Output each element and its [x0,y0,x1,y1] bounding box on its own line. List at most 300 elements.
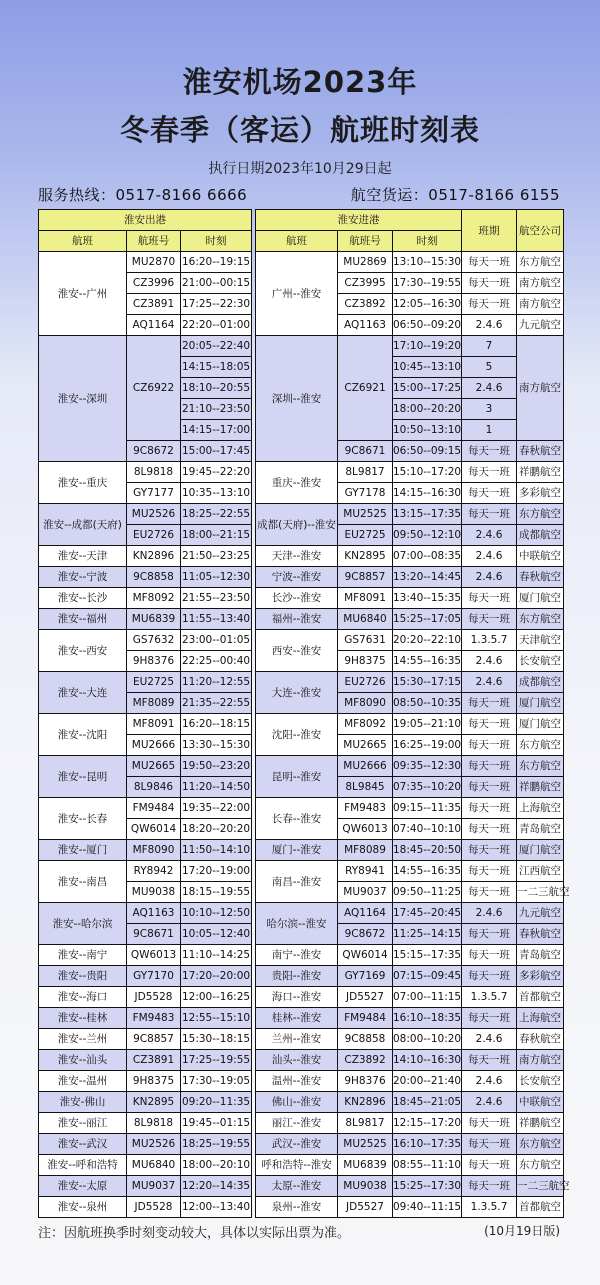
flight-number: MU2526 [127,504,181,525]
flight-time: 19:45--22:20 [181,462,252,483]
flight-time: 17:25--22:30 [181,294,252,315]
schedule-days: 每天一班 [462,1050,517,1071]
flight-time: 08:50--10:35 [393,693,462,714]
schedule-days: 每天一班 [462,1134,517,1155]
schedule-days: 2.4.6 [462,378,517,399]
flight-number: MU2525 [338,1134,393,1155]
table-row [256,1113,564,1134]
flight-time: 21:00--00:15 [181,273,252,294]
schedule-days: 3 [462,399,517,420]
schedule-days: 每天一班 [462,273,517,294]
flight-time: 12:05--16:30 [393,294,462,315]
flight-time: 10:35--13:10 [181,483,252,504]
flight-time: 22:20--01:00 [181,315,252,336]
route-cell: 淮安--南昌 [39,861,127,903]
airline-cell: 南方航空 [517,336,564,441]
route-cell: 海口--淮安 [256,987,338,1008]
airline-cell: 东方航空 [517,756,564,777]
section-title-departures: 淮安出港 [39,210,252,231]
flight-time: 14:55--16:35 [393,651,462,672]
flight-time: 21:35--22:55 [181,693,252,714]
schedule-days: 每天一班 [462,1113,517,1134]
route-cell: 淮安--丽江 [39,1113,127,1134]
table-row [39,1176,252,1197]
airline-cell: 南方航空 [517,273,564,294]
airline-cell: 成都航空 [517,525,564,546]
flight-time: 18:25--22:55 [181,504,252,525]
airline-cell: 厦门航空 [517,693,564,714]
flight-time: 10:05--12:40 [181,924,252,945]
table-row [39,1071,252,1092]
airline-cell: 长安航空 [517,1071,564,1092]
flight-time: 23:00--01:05 [181,630,252,651]
flight-number: MU2665 [127,756,181,777]
table-row [256,1071,564,1092]
flight-time: 07:15--09:45 [393,966,462,987]
effective-date: 执行日期2023年10月29日起 [208,161,392,177]
route-cell: 重庆--淮安 [256,462,338,504]
arrivals-table [255,209,570,1218]
airline-cell: 祥鹏航空 [517,1113,564,1134]
route-cell: 淮安--厦门 [39,840,127,861]
flight-time: 15:00--17:45 [181,441,252,462]
airline-cell: 南方航空 [517,294,564,315]
flight-number: MU2870 [127,252,181,273]
flight-number: 9C8672 [338,924,393,945]
flight-number: CZ3996 [127,273,181,294]
table-row [39,1134,252,1155]
flight-number: CZ3892 [338,294,393,315]
flight-number: FM9483 [127,1008,181,1029]
flight-time: 11:25--14:15 [393,924,462,945]
schedule-days: 每天一班 [462,1008,517,1029]
table-row [39,966,252,987]
flight-time: 15:00--17:25 [393,378,462,399]
airline-cell: 东方航空 [517,1155,564,1176]
flight-number: RY8941 [338,861,393,882]
flight-time: 12:15--17:20 [393,1113,462,1134]
column-header: 航班 [39,231,127,252]
schedule-days: 2.4.6 [462,315,517,336]
column-header: 航空公司 [517,210,564,252]
flight-number: KN2895 [127,1092,181,1113]
flight-time: 15:10--17:20 [393,462,462,483]
schedule-days: 2.4.6 [462,567,517,588]
table-row [39,252,252,273]
airline-cell: 首都航空 [517,987,564,1008]
flight-time: 20:20--22:10 [393,630,462,651]
flight-time: 08:55--11:10 [393,1155,462,1176]
route-cell: 泉州--淮安 [256,1197,338,1218]
schedule-days: 每天一班 [462,819,517,840]
schedule-days: 每天一班 [462,735,517,756]
flight-number: MU9038 [338,1176,393,1197]
schedule-days: 2.4.6 [462,525,517,546]
airline-cell: 青岛航空 [517,819,564,840]
table-row [256,966,564,987]
table-row [39,1092,252,1113]
flight-number: AQ1164 [127,315,181,336]
flight-number: 9H8376 [338,1071,393,1092]
schedule-days: 每天一班 [462,1176,517,1197]
flight-number: MF8089 [338,840,393,861]
flight-time: 18:15--19:55 [181,882,252,903]
flight-time: 09:35--12:30 [393,756,462,777]
table-row [256,861,564,882]
table-row [39,861,252,882]
schedule-days: 每天一班 [462,714,517,735]
service-hotline: 服务热线：0517-8166 6666 [38,186,248,204]
table-row [256,588,564,609]
table-row [256,1029,564,1050]
schedule-days: 1.3.5.7 [462,987,517,1008]
airline-cell: 厦门航空 [517,714,564,735]
cargo-hotline: 航空货运：0517-8166 6155 [350,186,560,204]
column-header: 航班号 [338,231,393,252]
table-row [39,504,252,525]
flight-time: 19:50--23:20 [181,756,252,777]
flight-number: 8L9818 [127,1113,181,1134]
schedule-days: 每天一班 [462,882,517,903]
route-cell: 贵阳--淮安 [256,966,338,987]
schedule-days: 1.3.5.7 [462,630,517,651]
flight-time: 07:00--08:35 [393,546,462,567]
flight-number: MF8092 [127,588,181,609]
table-row [256,462,564,483]
flight-time: 15:30--18:15 [181,1029,252,1050]
flight-time: 17:20--19:00 [181,861,252,882]
route-cell: 长沙--淮安 [256,588,338,609]
table-row [39,987,252,1008]
schedule-days: 每天一班 [462,252,517,273]
route-cell: 淮安--汕头 [39,1050,127,1071]
route-cell: 淮安--海口 [39,987,127,1008]
flight-number: 9H8376 [127,651,181,672]
header-row [256,210,564,231]
schedule-days: 每天一班 [462,840,517,861]
table-row [39,1008,252,1029]
flight-number: MF8090 [338,693,393,714]
route-cell: 哈尔滨--淮安 [256,903,338,945]
route-cell: 淮安--长沙 [39,588,127,609]
route-cell: 淮安--重庆 [39,462,127,504]
flight-time: 16:10--17:35 [393,1134,462,1155]
flight-time: 18:45--20:50 [393,840,462,861]
route-cell: 淮安--深圳 [39,336,127,462]
flight-number: KN2896 [127,546,181,567]
airline-cell: 东方航空 [517,735,564,756]
flight-time: 18:25--19:55 [181,1134,252,1155]
flight-time: 09:20--11:35 [181,1092,252,1113]
flight-number: GY7177 [127,483,181,504]
flight-time: 16:20--19:15 [181,252,252,273]
flight-time: 12:20--14:35 [181,1176,252,1197]
flight-number: 9C8671 [127,924,181,945]
table-row [256,840,564,861]
route-cell: 淮安--兰州 [39,1029,127,1050]
airline-cell: 春秋航空 [517,924,564,945]
schedule-days: 每天一班 [462,693,517,714]
flight-number: RY8942 [127,861,181,882]
flight-number: QW6014 [127,819,181,840]
table-row [256,1008,564,1029]
table-row [256,336,564,357]
flight-time: 19:35--22:00 [181,798,252,819]
table-row [256,903,564,924]
airline-cell: 首都航空 [517,1197,564,1218]
flight-number: CZ3891 [127,1050,181,1071]
table-row [39,714,252,735]
flight-time: 18:10--20:55 [181,378,252,399]
route-cell: 淮安--长春 [39,798,127,840]
flight-number: CZ6921 [338,336,393,441]
route-cell: 淮安-佛山 [39,1092,127,1113]
schedule-days: 2.4.6 [462,1071,517,1092]
schedule-days: 每天一班 [462,924,517,945]
table-row [39,567,252,588]
route-cell: 淮安--武汉 [39,1134,127,1155]
flight-time: 09:50--12:10 [393,525,462,546]
flight-number: 9C8857 [338,567,393,588]
table-row [256,630,564,651]
route-cell: 桂林--淮安 [256,1008,338,1029]
route-cell: 淮安--沈阳 [39,714,127,756]
flight-time: 16:20--18:15 [181,714,252,735]
airline-cell: 东方航空 [517,609,564,630]
flight-time: 14:15--18:05 [181,357,252,378]
route-cell: 淮安--哈尔滨 [39,903,127,945]
route-cell: 淮安--呼和浩特 [39,1155,127,1176]
airline-cell: 东方航空 [517,1134,564,1155]
flight-time: 08:00--10:20 [393,1029,462,1050]
flight-number: KN2896 [338,1092,393,1113]
table-row [256,1134,564,1155]
flight-number: MU6839 [338,1155,393,1176]
column-header: 航班 [256,231,338,252]
route-cell: 淮安--福州 [39,609,127,630]
schedule-days: 每天一班 [462,945,517,966]
flight-number: EU2725 [338,525,393,546]
flight-number: AQ1163 [338,315,393,336]
table-row [39,336,252,357]
page-title-line2: 冬春季（客运）航班时刻表 [119,113,480,147]
flight-time: 22:25--00:40 [181,651,252,672]
flight-time: 12:00--13:40 [181,1197,252,1218]
column-header: 航班号 [127,231,181,252]
version-label: (10月19日版) [484,1224,560,1238]
flight-number: GY7170 [127,966,181,987]
flight-number: EU2726 [338,672,393,693]
flight-time: 11:20--14:50 [181,777,252,798]
airline-cell: 厦门航空 [517,840,564,861]
flight-number: CZ3892 [338,1050,393,1071]
flight-number: JD5527 [338,987,393,1008]
flight-time: 14:15--16:30 [393,483,462,504]
flight-time: 14:55--16:35 [393,861,462,882]
flight-time: 13:30--15:30 [181,735,252,756]
table-row [256,546,564,567]
flight-number: EU2726 [127,525,181,546]
flight-time: 18:20--20:20 [181,819,252,840]
airline-cell: 成都航空 [517,672,564,693]
route-cell: 成都(天府)--淮安 [256,504,338,546]
flight-time: 18:00--20:20 [393,399,462,420]
page-title-line1: 淮安机场2023年 [182,65,418,99]
route-cell: 武汉--淮安 [256,1134,338,1155]
flight-number: MU2526 [127,1134,181,1155]
route-cell: 南宁--淮安 [256,945,338,966]
flight-time: 17:30--19:05 [181,1071,252,1092]
airline-cell: 多彩航空 [517,483,564,504]
airline-cell: 江西航空 [517,861,564,882]
airline-cell: 九元航空 [517,315,564,336]
table-row [256,609,564,630]
flight-number: 9C8858 [338,1029,393,1050]
schedule-days: 每天一班 [462,483,517,504]
table-row [256,1176,564,1197]
flight-number: JD5528 [127,987,181,1008]
route-cell: 西安--淮安 [256,630,338,672]
flight-number: MU9037 [127,1176,181,1197]
table-row [39,672,252,693]
schedule-days: 2.4.6 [462,651,517,672]
flight-number: MU2525 [338,504,393,525]
table-row [256,504,564,525]
route-cell: 淮安--南宁 [39,945,127,966]
flight-time: 20:05--22:40 [181,336,252,357]
airline-cell: 一二三航空 [517,882,564,903]
airline-cell: 东方航空 [517,504,564,525]
header-row [39,231,252,252]
table-row [256,714,564,735]
route-cell: 淮安--太原 [39,1176,127,1197]
airline-cell: 春秋航空 [517,1029,564,1050]
flight-time: 11:55--13:40 [181,609,252,630]
flight-time: 17:45--20:45 [393,903,462,924]
route-cell: 厦门--淮安 [256,840,338,861]
route-cell: 南昌--淮安 [256,861,338,903]
schedule-days: 每天一班 [462,441,517,462]
schedule-days: 2.4.6 [462,903,517,924]
flight-number: 9C8672 [127,441,181,462]
flight-time: 15:30--17:15 [393,672,462,693]
table-row [256,1050,564,1071]
flight-number: 8L9818 [127,462,181,483]
flight-number: MU6839 [127,609,181,630]
flight-time: 09:15--11:35 [393,798,462,819]
flight-number: MF8090 [127,840,181,861]
flight-time: 14:15--17:00 [181,420,252,441]
schedule-days: 2.4.6 [462,546,517,567]
table-row [39,1197,252,1218]
table-row [256,252,564,273]
flight-number: GS7631 [338,630,393,651]
route-cell: 淮安--广州 [39,252,127,336]
table-row [39,546,252,567]
table-row [256,987,564,1008]
route-cell: 呼和浩特--淮安 [256,1155,338,1176]
table-row [256,1092,564,1113]
route-cell: 宁波--淮安 [256,567,338,588]
airline-cell: 上海航空 [517,798,564,819]
route-cell: 长春--淮安 [256,798,338,840]
table-row [39,798,252,819]
flight-time: 10:10--12:50 [181,903,252,924]
airline-cell: 一二三航空 [517,1176,564,1197]
flight-time: 07:35--10:20 [393,777,462,798]
airline-cell: 东方航空 [517,252,564,273]
route-cell: 天津--淮安 [256,546,338,567]
flight-time: 21:50--23:25 [181,546,252,567]
flight-time: 13:15--17:35 [393,504,462,525]
column-header: 班期 [462,210,517,252]
schedule-days: 每天一班 [462,756,517,777]
table-row [39,630,252,651]
airline-cell: 厦门航空 [517,588,564,609]
airline-cell: 祥鹏航空 [517,462,564,483]
flight-time: 21:10--23:50 [181,399,252,420]
route-cell: 昆明--淮安 [256,756,338,798]
footnote: 注：因航班换季时刻变动较大，具体以实际出票为准。 [38,1226,351,1241]
flight-time: 19:45--01:15 [181,1113,252,1134]
flight-number: JD5527 [338,1197,393,1218]
departures-table [38,209,252,1218]
route-cell: 淮安--宁波 [39,567,127,588]
airline-cell: 春秋航空 [517,567,564,588]
flight-time: 18:00--21:15 [181,525,252,546]
column-header: 时刻 [393,231,462,252]
schedule-days: 每天一班 [462,504,517,525]
airline-cell: 祥鹏航空 [517,777,564,798]
flight-time: 10:50--13:10 [393,420,462,441]
airline-cell: 多彩航空 [517,966,564,987]
flight-time: 11:05--12:30 [181,567,252,588]
route-cell: 淮安--温州 [39,1071,127,1092]
flight-time: 09:40--11:15 [393,1197,462,1218]
flight-time: 14:10--16:30 [393,1050,462,1071]
table-row [256,1155,564,1176]
table-row [39,1050,252,1071]
flight-number: QW6013 [127,945,181,966]
route-cell: 太原--淮安 [256,1176,338,1197]
schedule-days: 1.3.5.7 [462,1197,517,1218]
flight-time: 18:45--21:05 [393,1092,462,1113]
flight-time: 18:00--20:10 [181,1155,252,1176]
flight-time: 07:40--10:10 [393,819,462,840]
route-cell: 淮安--西安 [39,630,127,672]
flight-time: 11:50--14:10 [181,840,252,861]
route-cell: 淮安--桂林 [39,1008,127,1029]
route-cell: 广州--淮安 [256,252,338,336]
table-row [39,588,252,609]
schedule-days: 1 [462,420,517,441]
schedule-days: 5 [462,357,517,378]
route-cell: 沈阳--淮安 [256,714,338,756]
flight-number: GS7632 [127,630,181,651]
flight-time: 15:15--17:35 [393,945,462,966]
schedule-days: 每天一班 [462,861,517,882]
flight-time: 16:25--19:00 [393,735,462,756]
section-title-arrivals: 淮安进港 [256,210,462,231]
flight-time: 07:00--11:15 [393,987,462,1008]
flight-time: 13:40--15:35 [393,588,462,609]
route-cell: 福州--淮安 [256,609,338,630]
table-row [39,840,252,861]
table-row [39,609,252,630]
flight-time: 17:20--20:00 [181,966,252,987]
flight-number: MU2666 [338,756,393,777]
flight-time: 09:50--11:25 [393,882,462,903]
